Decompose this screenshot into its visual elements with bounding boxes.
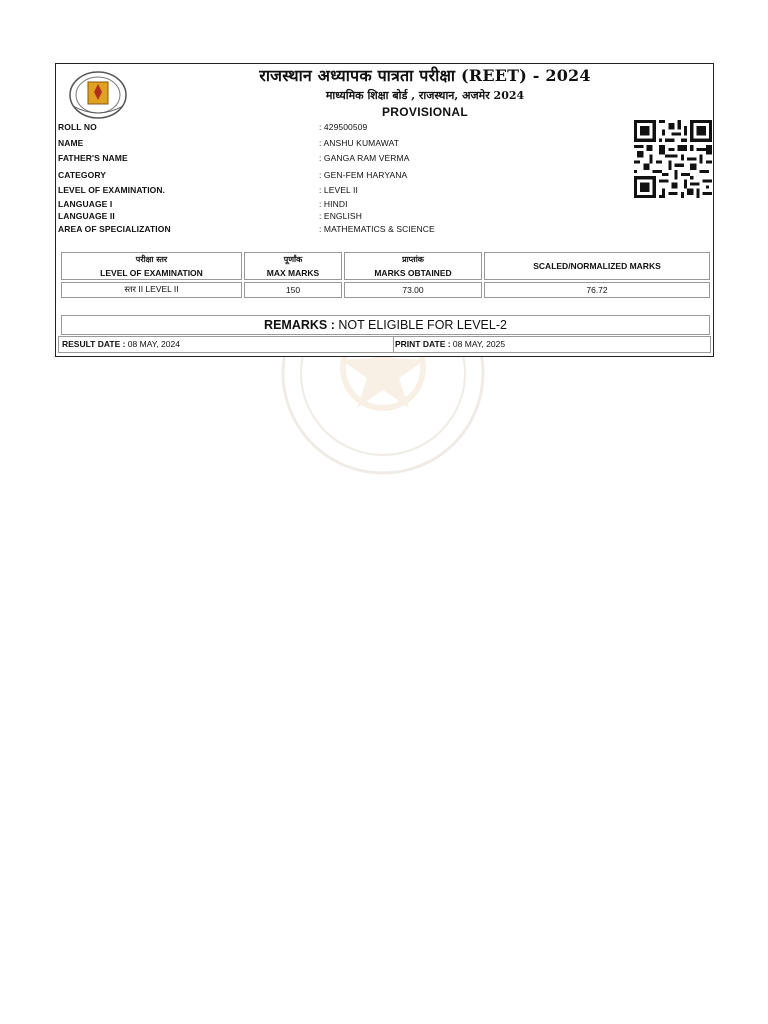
roll-no-label: ROLL NO	[58, 122, 97, 132]
language-2-label: LANGUAGE II	[58, 211, 115, 221]
header-obtained-hindi: प्राप्तांक	[402, 255, 424, 264]
name-value: : ANSHU KUMAWAT	[319, 138, 400, 148]
roll-no-value: : 429500509	[319, 122, 368, 132]
fathers-name-label: FATHER'S NAME	[58, 153, 128, 163]
cell-marks-obtained: 73.00	[344, 282, 482, 298]
qr-code	[634, 119, 712, 199]
header-level-hindi: परीक्षा स्तर	[135, 255, 168, 264]
dates-divider	[393, 337, 394, 352]
print-date	[395, 339, 505, 349]
result-date	[62, 339, 180, 349]
result-date-label: RESULT DATE :	[62, 339, 126, 349]
result-date-value: 08 MAY, 2024	[125, 339, 180, 349]
category-value: : GEN-FEM HARYANA	[319, 170, 408, 180]
table-header-obtained	[344, 252, 482, 280]
exam-title: राजस्थान अध्यापक पात्रता परीक्षा (REET) - 2024	[259, 66, 591, 85]
header-max-english: MAX MARKS	[266, 268, 320, 278]
remarks-value: NOT ELIGIBLE FOR LEVEL-2	[334, 318, 507, 332]
header-max-hindi: पूर्णांक	[283, 255, 303, 264]
table-header-max-marks	[244, 252, 342, 280]
fathers-name-value: : GANGA RAM VERMA	[319, 153, 410, 163]
print-date-value: 08 MAY, 2025	[450, 339, 506, 349]
print-date-label: PRINT DATE :	[395, 339, 451, 349]
header-level-english: LEVEL OF EXAMINATION	[100, 268, 203, 278]
name-label: NAME	[58, 138, 84, 148]
language-1-value: : HINDI	[319, 199, 348, 209]
cell-level: स्तर II LEVEL II	[61, 282, 242, 298]
board-subtitle: माध्यमिक शिक्षा बोर्ड , राजस्थान, अजमेर 2024	[325, 89, 525, 102]
dates-bar	[58, 336, 711, 353]
cell-scaled-marks: 76.72	[484, 282, 710, 298]
language-2-value: : ENGLISH	[319, 211, 362, 221]
category-label: CATEGORY	[58, 170, 107, 180]
remarks-box	[61, 315, 710, 335]
remarks-label: REMARKS :	[264, 318, 335, 332]
specialization-label: AREA OF SPECIALIZATION	[58, 224, 171, 234]
level-label: LEVEL OF EXAMINATION.	[58, 185, 166, 195]
table-header-level	[61, 252, 242, 280]
table-header-scaled: SCALED/NORMALIZED MARKS	[484, 252, 710, 280]
cell-max-marks: 150	[244, 282, 342, 298]
header-obtained-english: MARKS OBTAINED	[374, 268, 452, 278]
board-logo	[67, 70, 129, 120]
provisional-label: PROVISIONAL	[382, 105, 468, 119]
level-value: : LEVEL II	[319, 185, 358, 195]
specialization-value: : MATHEMATICS & SCIENCE	[319, 224, 435, 234]
language-1-label: LANGUAGE I	[58, 199, 113, 209]
